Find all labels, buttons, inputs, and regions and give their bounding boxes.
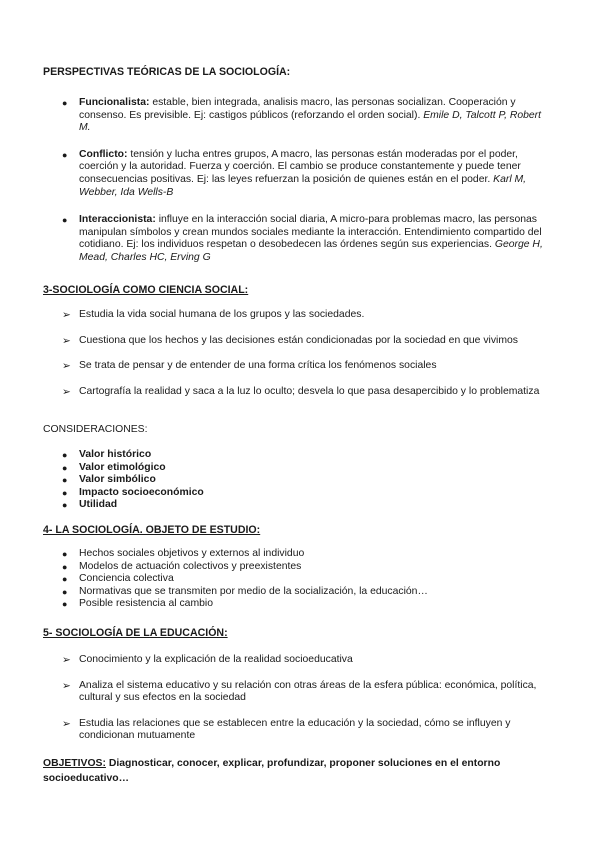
bullet-icon: ●	[62, 574, 68, 585]
text-funcionalista: estable, bien integrada, analisis macro, las personas socializan. Cooperación y consenso. Es previsible. Ej: castigos públicos (reforzando el orden social).	[79, 97, 516, 121]
bullet-icon: ●	[62, 98, 68, 108]
considerations-label: CONSIDERACIONES:	[43, 424, 148, 435]
sociologia-educacion-list	[62, 654, 550, 743]
bullet-icon: ●	[62, 549, 68, 559]
arrow-bullet-icon: ➢	[62, 334, 71, 347]
bullet-icon: ●	[62, 586, 68, 597]
term-conflicto: Conflicto:	[79, 148, 128, 160]
list-item	[62, 360, 550, 373]
bullet-icon: ●	[62, 450, 68, 460]
ciencia-social-list	[62, 309, 550, 398]
list-item	[62, 561, 550, 574]
list-item-text: Valor histórico	[79, 449, 152, 460]
list-item	[62, 309, 550, 322]
arrow-bullet-icon: ➢	[62, 309, 71, 321]
bullet-icon: ●	[62, 599, 68, 610]
list-item	[62, 487, 550, 500]
considerations-list	[62, 449, 550, 512]
list-item	[62, 548, 550, 561]
list-item-text: Valor etimológico	[79, 461, 166, 473]
list-item-text: Normativas que se transmiten por medio de la socialización, la educación…	[79, 585, 428, 597]
arrow-bullet-icon: ➢	[62, 360, 71, 373]
list-item	[62, 499, 550, 512]
list-item-text: Estudia la vida social humana de los grupos y las sociedades.	[79, 309, 365, 320]
bullet-icon: ●	[62, 500, 68, 511]
section-title-sociologia-educacion: 5- SOCIOLOGÍA DE LA EDUCACIÓN:	[43, 627, 228, 639]
term-funcionalista: Funcionalista:	[79, 97, 150, 108]
objectives-label: OBJETIVOS:	[43, 758, 106, 769]
bullet-icon: ●	[62, 561, 68, 572]
list-item-text: Impacto socioeconómico	[79, 486, 204, 498]
list-item-interaccionista	[62, 214, 550, 264]
list-item-funcionalista	[62, 97, 550, 135]
list-item-text: Analiza el sistema educativo y su relación con otras áreas de la esfera pública: económica, política, cultural y sus efectos en la sociedad	[79, 679, 537, 704]
text-conflicto: tensión y lucha entres grupos, A macro, las personas están moderadas por el poder, coerción y la autoridad. Fuerza y coerción. El cambio se produce constantemente y puede tener consecuencias positivas. Ej: las leyes refuerzan la posición de quienes están en el poder.	[79, 148, 521, 185]
bullet-icon: ●	[62, 149, 68, 160]
list-item-text: Estudia las relaciones que se establecen entre la educación y la sociedad, cómo se influyen y condicionan mutuamente	[79, 717, 511, 742]
list-item-text: Cartografía la realidad y saca a la luz lo oculto; desvela lo que pasa desapercibido y lo problematiza	[79, 385, 540, 397]
perspectives-list	[62, 97, 550, 265]
list-item-conflicto	[62, 149, 550, 199]
list-item	[62, 449, 550, 462]
objeto-estudio-list	[62, 548, 550, 611]
arrow-bullet-icon: ➢	[62, 654, 71, 666]
list-item-text: Se trata de pensar y de entender de una forma crítica los fenómenos sociales	[79, 360, 437, 372]
list-item-text: Utilidad	[79, 499, 118, 511]
list-item	[62, 680, 550, 705]
list-item	[62, 586, 550, 599]
bullet-icon: ●	[62, 487, 68, 498]
list-item	[62, 335, 550, 348]
objectives-text: Diagnosticar, conocer, explicar, profundizar, proponer soluciones en el entorno socioeducativo…	[43, 758, 501, 784]
bullet-icon: ●	[62, 475, 68, 486]
list-item-text: Cuestiona que los hechos y las decisiones están condicionadas por la sociedad en que vivimos	[79, 334, 518, 346]
section-title-objeto-estudio: 4- LA SOCIOLOGÍA. OBJETO DE ESTUDIO:	[43, 524, 261, 536]
arrow-bullet-icon: ➢	[62, 717, 71, 730]
arrow-bullet-icon: ➢	[62, 679, 71, 692]
list-item	[62, 462, 550, 475]
authors-funcionalista: Emile D, Talcott P, Robert M.	[79, 109, 542, 134]
list-item-text: Modelos de actuación colectivos y preexistentes	[79, 560, 302, 572]
list-item-text: Hechos sociales objetivos y externos al individuo	[79, 548, 305, 559]
bullet-icon: ●	[62, 462, 68, 473]
list-item	[62, 474, 550, 487]
section-title-perspectivas: PERSPECTIVAS TEÓRICAS DE LA SOCIOLOGÍA:	[43, 66, 291, 78]
list-item-text: Conciencia colectiva	[79, 573, 174, 585]
authors-interaccionista: George H, Mead, Charles HC, Erving G	[79, 239, 543, 263]
term-interaccionista: Interaccionista:	[79, 214, 156, 226]
list-item	[62, 718, 550, 743]
text-interaccionista: influye en la interacción social diaria, A micro-para problemas macro, las personas manipulan símbolos y crean mundos sociales mediante la interacción. Entendimiento compartido del cotidiano. Ej: los individuos respetan o desobedecen las órdenes según sus experiencias.	[79, 214, 542, 251]
arrow-bullet-icon: ➢	[62, 385, 71, 398]
list-item	[62, 573, 550, 586]
authors-conflicto: Karl M, Webber, Ida Wells-B	[79, 173, 527, 198]
bullet-icon: ●	[62, 215, 68, 226]
list-item-text: Posible resistencia al cambio	[79, 598, 213, 610]
list-item	[62, 598, 550, 611]
list-item	[62, 654, 550, 667]
objectives-paragraph	[43, 757, 543, 786]
list-item-text: Valor simbólico	[79, 474, 156, 486]
section-title-ciencia-social: 3-SOCIOLOGÍA COMO CIENCIA SOCIAL:	[43, 284, 249, 296]
list-item-text: Conocimiento y la explicación de la realidad socioeducativa	[79, 654, 353, 665]
list-item	[62, 386, 550, 399]
